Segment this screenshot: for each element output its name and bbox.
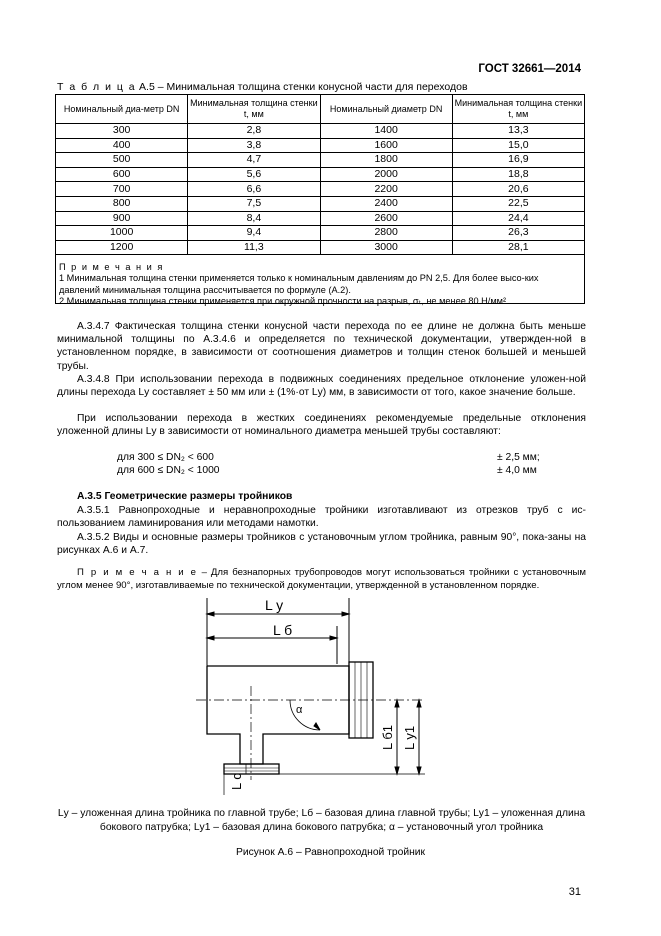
table-cell: 2400 <box>320 196 452 211</box>
table-caption-text: – Минимальная толщина стенки конусной части для переходов <box>157 81 468 93</box>
figure-caption: Рисунок А.6 – Равнопроходной тройник <box>235 847 426 858</box>
arrow-head <box>330 636 337 640</box>
figure-note <box>57 566 586 592</box>
label-ly1: L у1 <box>402 725 417 750</box>
section-heading: А.3.5 Геометрические размеры тройников <box>77 491 293 502</box>
table-row <box>56 182 585 197</box>
note-prefix: П р и м е ч а н и е <box>77 567 198 578</box>
bottom-socket <box>224 764 279 774</box>
arrow-head <box>207 612 214 616</box>
note-item: 1 Минимальная толщина стенки применяется только к номинальным давлениям до PN 2,5. Для более высо-ких давлений минимальная толщина рассчитывается по формуле (А.2). <box>59 273 539 295</box>
table-cell: 400 <box>56 138 188 153</box>
table-row <box>56 153 585 168</box>
table-cell: 2800 <box>320 226 452 241</box>
table-caption-number: А.5 <box>139 81 155 93</box>
label-lb1: L б1 <box>380 724 395 750</box>
table-cell: 13,3 <box>452 124 584 139</box>
table-header-cell: Минимальная толщина стенки t, мм <box>452 95 584 124</box>
table-cell: 24,4 <box>452 211 584 226</box>
table-cell: 8,4 <box>188 211 320 226</box>
label-alpha: α <box>296 704 303 716</box>
table-cell: 20,6 <box>452 182 584 197</box>
document-id: ГОСТ 32661—2014 <box>478 63 581 75</box>
table-header-row <box>56 95 585 124</box>
table-cell: 1800 <box>320 153 452 168</box>
label-lb: L б <box>273 622 293 638</box>
table-cell: 800 <box>56 196 188 211</box>
table-cell: 6,6 <box>188 182 320 197</box>
arrow-head <box>395 700 399 707</box>
table-cell: 300 <box>56 124 188 139</box>
tolerance-value: ± 4,0 мм <box>497 465 537 476</box>
table-cell: 1000 <box>56 226 188 241</box>
table-cell: 26,3 <box>452 226 584 241</box>
arrow-head <box>417 767 421 774</box>
paragraph-a348: А.3.4.8 При использовании перехода в подвижных соединениях предельное отклонение уложен-ной длины перехода Lу составляет ± 50 мм или ± (1%·от Lу) мм, в зависимости от того, какое значение больше. <box>57 374 586 399</box>
arrow-head <box>314 723 320 730</box>
paragraph-a351: А.3.5.1 Равнопроходные и неравнопроходные тройники изготавливают из отрезков труб с ис-пользованием ламинирования или методами намотки. <box>57 505 586 530</box>
table-row <box>56 226 585 241</box>
arrow-head <box>207 636 214 640</box>
table-cell: 7,5 <box>188 196 320 211</box>
table-row <box>56 211 585 226</box>
table-cell: 2200 <box>320 182 452 197</box>
table-cell: 16,9 <box>452 153 584 168</box>
table-header-cell: Номинальный диаметр DN <box>320 95 452 124</box>
arrow-head <box>342 612 349 616</box>
table-row <box>56 196 585 211</box>
table-cell: 1600 <box>320 138 452 153</box>
table-cell: 28,1 <box>452 240 584 255</box>
table-row <box>56 124 585 139</box>
label-lc: L с <box>229 773 244 790</box>
tolerance-value: ± 2,5 мм; <box>497 452 540 463</box>
table-cell: 5,6 <box>188 167 320 182</box>
table-row <box>56 167 585 182</box>
note-item: 2 Минимальная толщина стенки применяется при окружной прочности на разрыв, σₜ, не менее 80 Н/мм². <box>59 295 509 306</box>
table-cell: 22,5 <box>452 196 584 211</box>
table-cell: 500 <box>56 153 188 168</box>
table-cell: 1400 <box>320 124 452 139</box>
table-cell: 11,3 <box>188 240 320 255</box>
table-cell: 18,8 <box>452 167 584 182</box>
table-cell: 4,7 <box>188 153 320 168</box>
table-cell: 2,8 <box>188 124 320 139</box>
table-row <box>56 138 585 153</box>
table-header-cell: Номинальный диа-метр DN <box>56 95 188 124</box>
table-cell: 2600 <box>320 211 452 226</box>
table-header-cell: Минимальная толщина стенки t, мм <box>188 95 320 124</box>
paragraph-rigid: При использовании перехода в жестких соединениях рекомендуемые предельные отклонения уложенной длины Lу в зависимости от номинального диаметра меньшей трубы составляют: <box>57 413 586 438</box>
tolerance-condition: для 600 ≤ DN₂ < 1000 <box>117 465 220 476</box>
tee-drawing <box>0 590 661 800</box>
table-row <box>56 240 585 255</box>
table-cell: 900 <box>56 211 188 226</box>
table-cell: 9,4 <box>188 226 320 241</box>
note-text: – Для безнапорных трубопроводов могут использоваться тройники с установочным углом менее 90°, изготавливаемые по технической документации, утвержденной в установленном порядке. <box>57 567 587 591</box>
table-cell: 600 <box>56 167 188 182</box>
table-cell: 700 <box>56 182 188 197</box>
table-caption <box>57 81 468 93</box>
table-cell: 1200 <box>56 240 188 255</box>
table-caption-prefix: Т а б л и ц а <box>57 81 137 93</box>
table-notes <box>59 262 581 307</box>
figure-legend: Lу – уложенная длина тройника по главной трубе; Lб – базовая длина главной трубы; Lу1 – уложенная длина бокового патрубка; Lу1 – базовая длина бокового патрубка; α – установочный угол тройника <box>57 808 586 833</box>
table-cell: 3,8 <box>188 138 320 153</box>
tee-body-outline <box>207 666 349 764</box>
table-cell: 15,0 <box>452 138 584 153</box>
arrow-head <box>395 767 399 774</box>
arrow-head <box>417 700 421 707</box>
paragraph-a352: А.3.5.2 Виды и основные размеры тройников с установочным углом тройника, равным 90°, пока-заны на рисунках А.6 и А.7. <box>57 532 586 557</box>
notes-title: П р и м е ч а н и я <box>59 262 164 272</box>
label-ly: L у <box>265 597 284 613</box>
table-cell: 2000 <box>320 167 452 182</box>
tolerance-condition: для 300 ≤ DN₂ < 600 <box>117 452 214 463</box>
table-cell: 3000 <box>320 240 452 255</box>
paragraph-a347: А.3.4.7 Фактическая толщина стенки конусной части перехода по ее длине не должна быть меньше минимальной толщины по А.3.4.6 и определяется по технической документации, утвержден-ной в установленном порядке, в зависимости от соотношения диаметров и толщин стенок большей и меньшей трубы. <box>57 321 586 372</box>
page-number: 31 <box>568 886 581 898</box>
